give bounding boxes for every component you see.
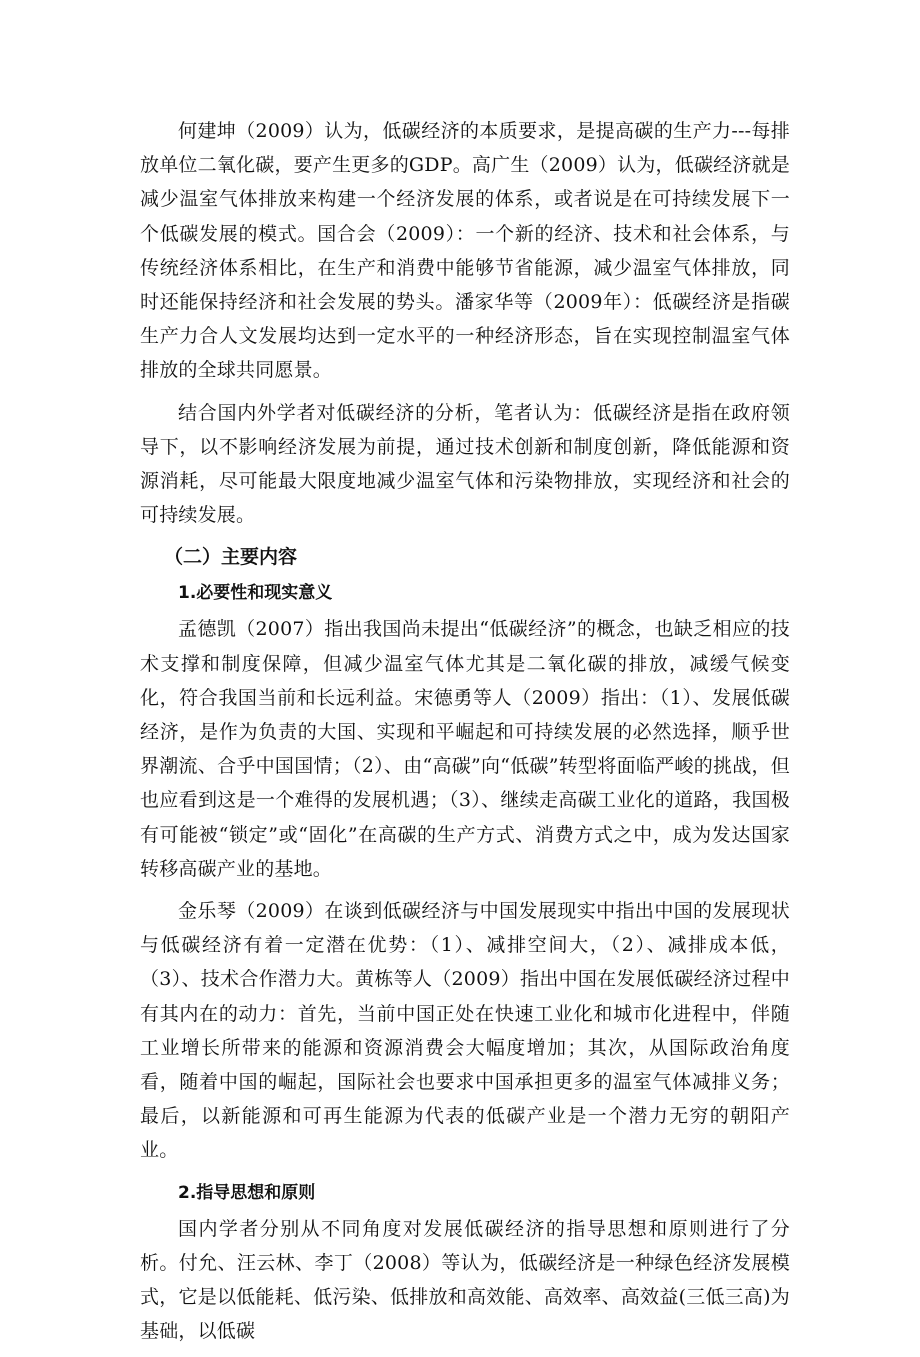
paragraph-necessity: 孟德凯（2007）指出我国尚未提出“低碳经济”的概念，也缺乏相应的技术支撑和制度保障，但减少温室气体尤其是二氧化碳的排放，减缓气候变化，符合我国当前和长远利益。宋德勇等人（2009）指出：（1）、发展低碳经济，是作为负责的大国、实现和平崛起和可持续发展的必然选择，顺乎世界潮流、合乎中国国情；（2）、由“高碳”向“低碳”转型将面临严峻的挑战，但也应看到这是一个难得的发展机遇；（3）、继续走高碳工业化的道路，我国极有可能被“锁定”或“固化”在高碳的生产方式、消费方式之中，成为发达国家转移高碳产业的基地。: [140, 618, 791, 880]
paragraph-advantages: 金乐琴（2009）在谈到低碳经济与中国发展现实中指出中国的发展现状与低碳经济有着一定潜在优势：（1）、减排空间大，（2）、减排成本低，（3）、技术合作潜力大。黄栋等人（2009）指出中国在发展低碳经济过程中有其内在的动力：首先，当前中国正处在快速工业化和城市化进程中，伴随工业增长所带来的能源和资源消费会大幅度增加；其次，从国际政治角度看，随着中国的崛起，国际社会也要求中国承担更多的温室气体减排义务；最后，以新能源和可再生能源为代表的低碳产业是一个潜力无穷的朝阳产业。: [140, 900, 790, 1162]
subsection-heading-necessity: 1.必要性和现实意义: [178, 583, 333, 604]
paragraph-principles: 国内学者分别从不同角度对发展低碳经济的指导思想和原则进行了分析。付允、汪云林、李丁（2008）等认为，低碳经济是一种绿色经济发展模式，它是以低能耗、低污染、低排放和高效能、高效率、高效益(三低三高)为基础，以低碳: [140, 1217, 790, 1343]
section-heading-main-content: （二）主要内容: [164, 546, 298, 569]
paragraph-author-view: 结合国内外学者对低碳经济的分析，笔者认为：低碳经济是指在政府领导下，以不影响经济发展为前提，通过技术创新和制度创新，降低能源和资源消耗，尽可能最大限度地减少温室气体和污染物排放，实现经济和社会的可持续发展。: [140, 401, 790, 527]
document-body: [140, 114, 790, 1357]
paragraph-definitions: 何建坤（2009）认为，低碳经济的本质要求，是提高碳的生产力---每排放单位二氧化碳，要产生更多的GDP。高广生（2009）认为，低碳经济就是减少温室气体排放来构建一个经济发展的体系，或者说是在可持续发展下一个低碳发展的模式。国合会（2009）：一个新的经济、技术和社会体系，与传统经济体系相比，在生产和消费中能够节省能源，减少温室气体排放，同时还能保持经济和社会发展的势头。潘家华等（2009年）：低碳经济是指碳生产力合人文发展均达到一定水平的一种经济形态，旨在实现控制温室气体排放的全球共同愿景。: [140, 120, 790, 382]
subsection-heading-principles: 2.指导思想和原则: [178, 1182, 316, 1203]
